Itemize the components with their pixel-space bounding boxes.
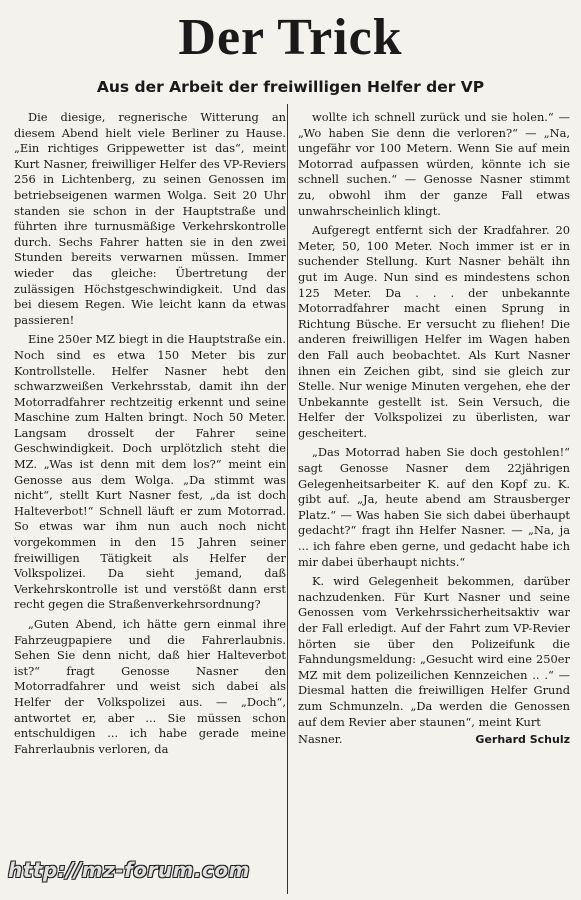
byline-row <box>298 732 570 748</box>
left-column <box>14 110 286 761</box>
headline: Der Trick <box>178 9 403 66</box>
right-column <box>298 110 570 748</box>
subheadline: Aus der Arbeit der freiwilligen Helfer der VP <box>96 78 485 96</box>
paragraph: „Das Motorrad haben Sie doch gestohlen!“ sagt Genosse Nasner dem 22jährigen Gelegenheitsarbeiter K. auf den Kopf zu. K. gibt auf. „Ja, heute abend am Strausberger Platz.“ — Was haben Sie sich dabei überhaupt gedacht?“ fragt ihn Helfer Nasner. — „Na, ja ... ich fahre eben gerne, und gedacht habe ich mir dabei überhaupt nichts.“ <box>298 445 570 569</box>
author-name: Gerhard Schulz <box>475 733 570 747</box>
paragraph: Eine 250er MZ biegt in die Hauptstraße ein. Noch sind es etwa 150 Meter bis zur Kontrollstelle. Helfer Nasner hebt den schwarzweißen Verkehrsstab, damit ihn der Motorradfahrer rechtzeitig erkennt und seine Maschine zum Halten bringt. Noch 50 Meter. Langsam drosselt der Fahrer seine Geschwindigkeit. Doch urplötzlich steht die MZ. „Was ist denn mit dem los?“ meint ein Genosse aus dem Wolga. „Da stimmt was nicht“, stellt Kurt Nasner fest, „da ist doch Halteverbot!“ Schnell läuft er zum Motorrad. So etwas war ihm nun auch noch nicht vorgekommen in den 15 Jahren seiner freiwilligen Tätigkeit als Helfer der Volkspolizei. Da sieht jemand, daß Verkehrskontrolle ist und verstößt dann erst recht gegen die Straßenverkehrsordnung? <box>14 332 286 612</box>
paragraph: Die diesige, regnerische Witterung an diesem Abend hielt viele Berliner zu Hause. „Ein richtiges Grippewetter ist das“, meint Kurt Nasner, freiwilliger Helfer des VP-Reviers 256 in Lichtenberg, zu seinen Genossen im betriebseigenen warmen Wolga. Seit 20 Uhr standen sie schon in der Hauptstraße und führten ihre turnusmäßige Verkehrskontrolle durch. Sechs Fahrer hatten sie in den zwei Stunden bereits verwarnen müssen. Immer wieder das gleiche: Übertretung der zulässigen Höchstgeschwindigkeit. Und das bei diesem Regen. Wie leicht kann da etwas passieren! <box>14 110 286 327</box>
paragraph: Aufgeregt entfernt sich der Kradfahrer. 20 Meter, 50, 100 Meter. Noch immer ist er in suchender Stellung. Kurt Nasner behält ihn gut im Auge. Nun sind es mindestens schon 125 Meter. Da . . . der unbekannte Motorradfahrer macht einen Sprung in Richtung Büsche. Er versucht zu fliehen! Die anderen freiwilligen Helfer im Wagen haben den Fall auch beobachtet. Als Kurt Nasner ihnen ein Zeichen gibt, sind sie gleich zur Stelle. Nur wenige Minuten vergehen, ehe der Unbekannte gestellt ist. Sein Versuch, die Helfer der Volkspolizei zu überlisten, war gescheitert. <box>298 223 570 440</box>
paragraph: K. wird Gelegenheit bekommen, darüber nachzudenken. Für Kurt Nasner und seine Genossen vom Verkehrssicherheitsaktiv war der Fall erledigt. Auf der Fahrt zum VP-Revier hörten sie über den Polizeifunk die Fahndungsmeldung: „Gesucht wird eine 250er MZ mit dem polizeilichen Kennzeichen .. .“ — Diesmal hatten die freiwilligen Helfer Grund zum Schmunzeln. „Da werden die Genossen auf dem Revier aber staunen“, meint Kurt <box>298 574 570 729</box>
watermark-url: http://mz-forum.com <box>8 858 250 882</box>
paragraph: „Guten Abend, ich hätte gern einmal ihre Fahrzeugpapiere und die Fahrerlaubnis. Sehen Sie denn nicht, daß hier Halteverbot ist?“ fragt Genosse Nasner den Motorradfahrer und weist sich dabei als Helfer der Volkspolizei aus. — „Doch“, antwortet er, aber ... Sie müssen schon entschuldigen ... ich habe gerade meine Fahrerlaubnis verloren, da <box>14 617 286 756</box>
column-divider <box>287 104 288 894</box>
closing-word: Nasner. <box>298 732 343 747</box>
paragraph: wollte ich schnell zurück und sie holen.“ — „Wo haben Sie denn die verloren?“ — „Na, ungefähr vor 100 Metern. Wenn Sie auf mein Motorrad aufpassen würden, könnte ich sie schnell suchen.“ — Genosse Nasner stimmt zu, obwohl ihm der ganze Fall etwas unwahrscheinlich klingt. <box>298 110 570 218</box>
